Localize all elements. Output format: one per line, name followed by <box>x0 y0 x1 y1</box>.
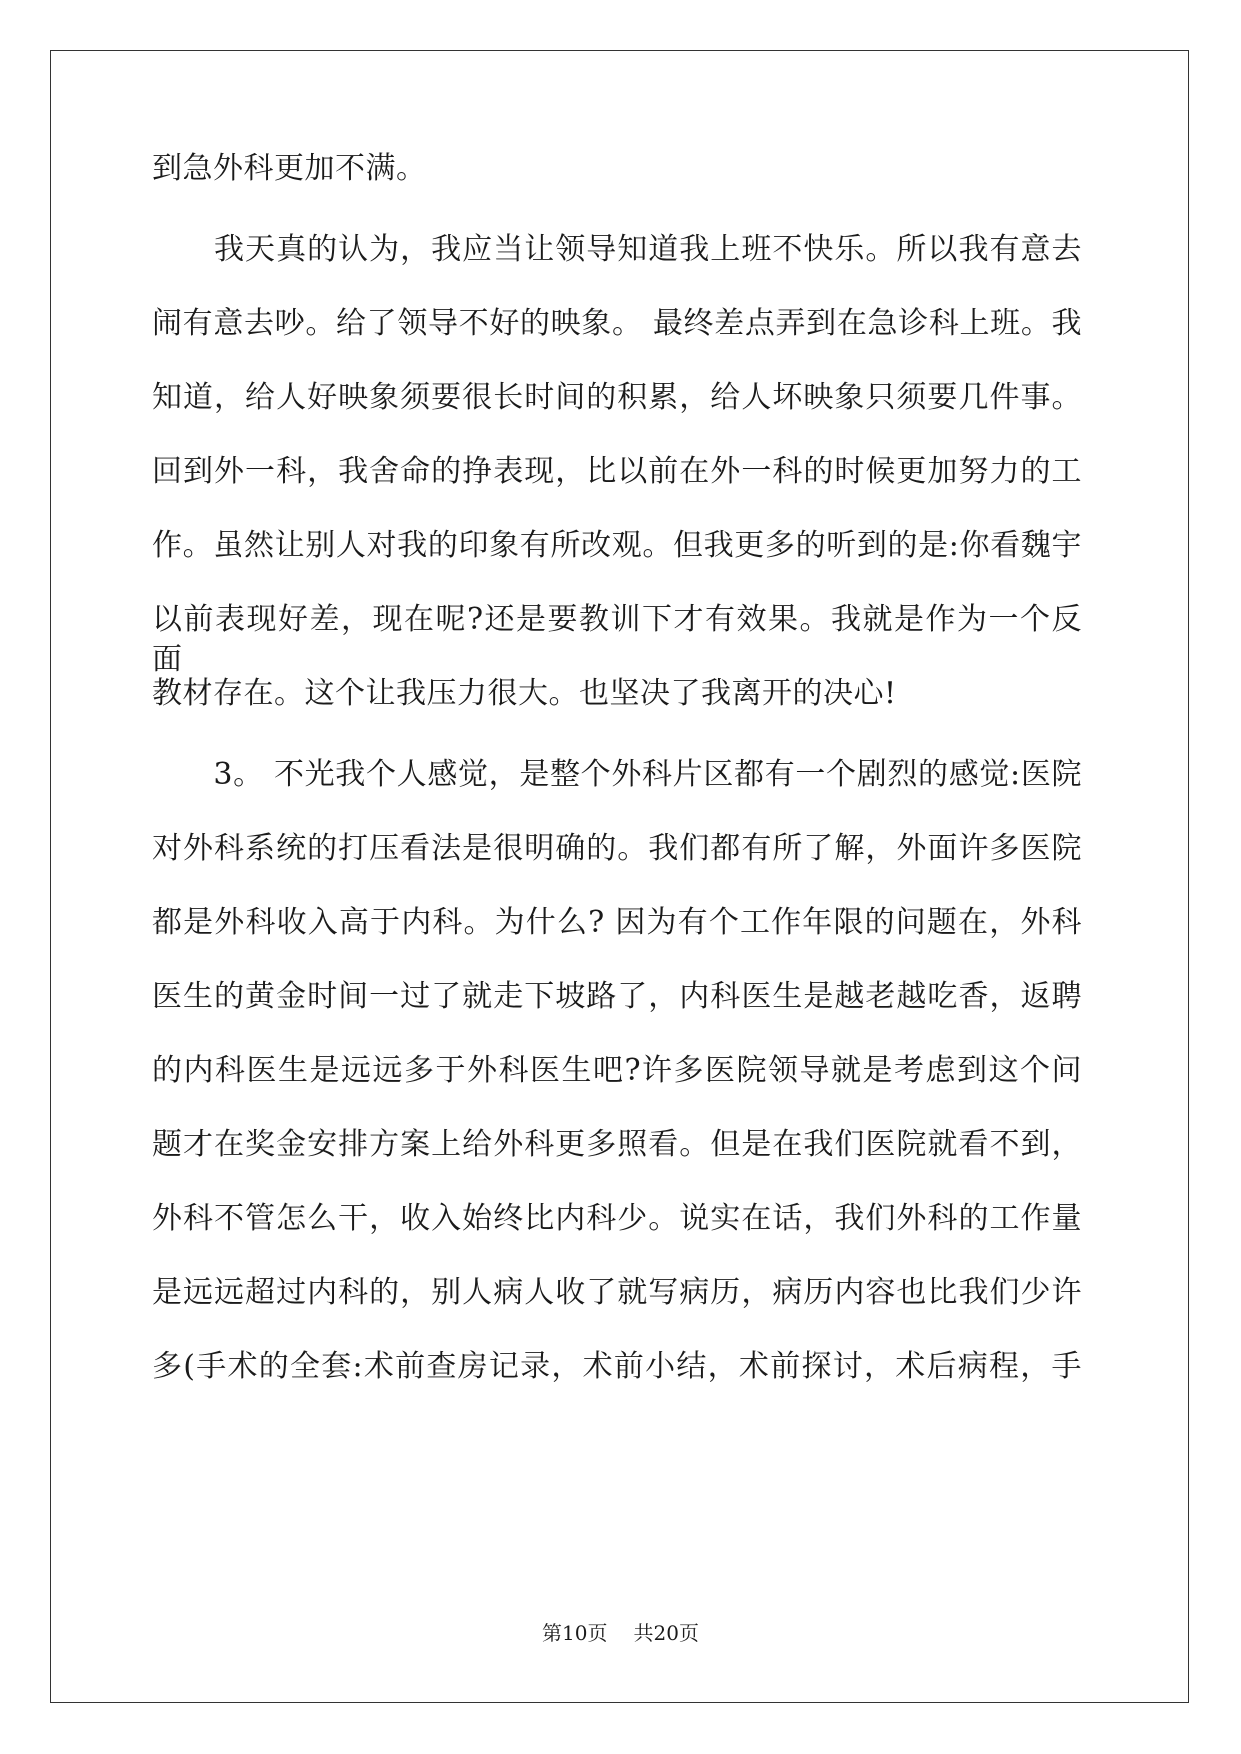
text-line: 回到外一科，我舍命的挣表现，比以前在外一科的时候更加努力的工 <box>152 454 1082 489</box>
total-pages: 共20页 <box>633 1621 699 1645</box>
text-line: 医生的黄金时间一过了就走下坡路了，内科医生是越老越吃香，返聘 <box>152 979 1082 1014</box>
text-line: 对外科系统的打压看法是很明确的。我们都有所了解，外面许多医院 <box>152 831 1082 866</box>
text-line: 以前表现好差，现在呢?还是要教训下才有效果。我就是作为一个反面 <box>152 602 1082 677</box>
text-line: 多(手术的全套:术前查房记录，术前小结，术前探讨，术后病程，手 <box>152 1349 1082 1384</box>
text-line: 是远远超过内科的，别人病人收了就写病历，病历内容也比我们少许 <box>152 1275 1082 1310</box>
text-line: 3。 不光我个人感觉，是整个外科片区都有一个剧烈的感觉:医院 <box>152 757 1082 792</box>
text-line: 我天真的认为，我应当让领导知道我上班不快乐。所以我有意去 <box>152 232 1082 267</box>
text-line: 闹有意去吵。给了领导不好的映象。 最终差点弄到在急诊科上班。我 <box>152 306 1082 341</box>
text-line: 知道，给人好映象须要很长时间的积累，给人坏映象只须要几件事。 <box>152 380 1082 415</box>
text-line: 的内科医生是远远多于外科医生吧?许多医院领导就是考虑到这个问 <box>152 1053 1082 1088</box>
page-footer <box>0 1620 1241 1646</box>
text-line: 作。虽然让别人对我的印象有所改观。但我更多的听到的是:你看魏宇 <box>152 528 1082 563</box>
text-line: 题才在奖金安排方案上给外科更多照看。但是在我们医院就看不到， <box>152 1127 1082 1162</box>
text-line: 都是外科收入高于内科。为什么? 因为有个工作年限的问题在，外科 <box>152 905 1082 940</box>
text-line: 外科不管怎么干，收入始终比内科少。说实在话，我们外科的工作量 <box>152 1201 1082 1236</box>
page-border <box>50 50 1189 1703</box>
text-line: 到急外科更加不满。 <box>152 151 427 186</box>
text-line: 教材存在。这个让我压力很大。也坚决了我离开的决心! <box>152 676 897 711</box>
page-number: 第10页 <box>542 1621 608 1645</box>
